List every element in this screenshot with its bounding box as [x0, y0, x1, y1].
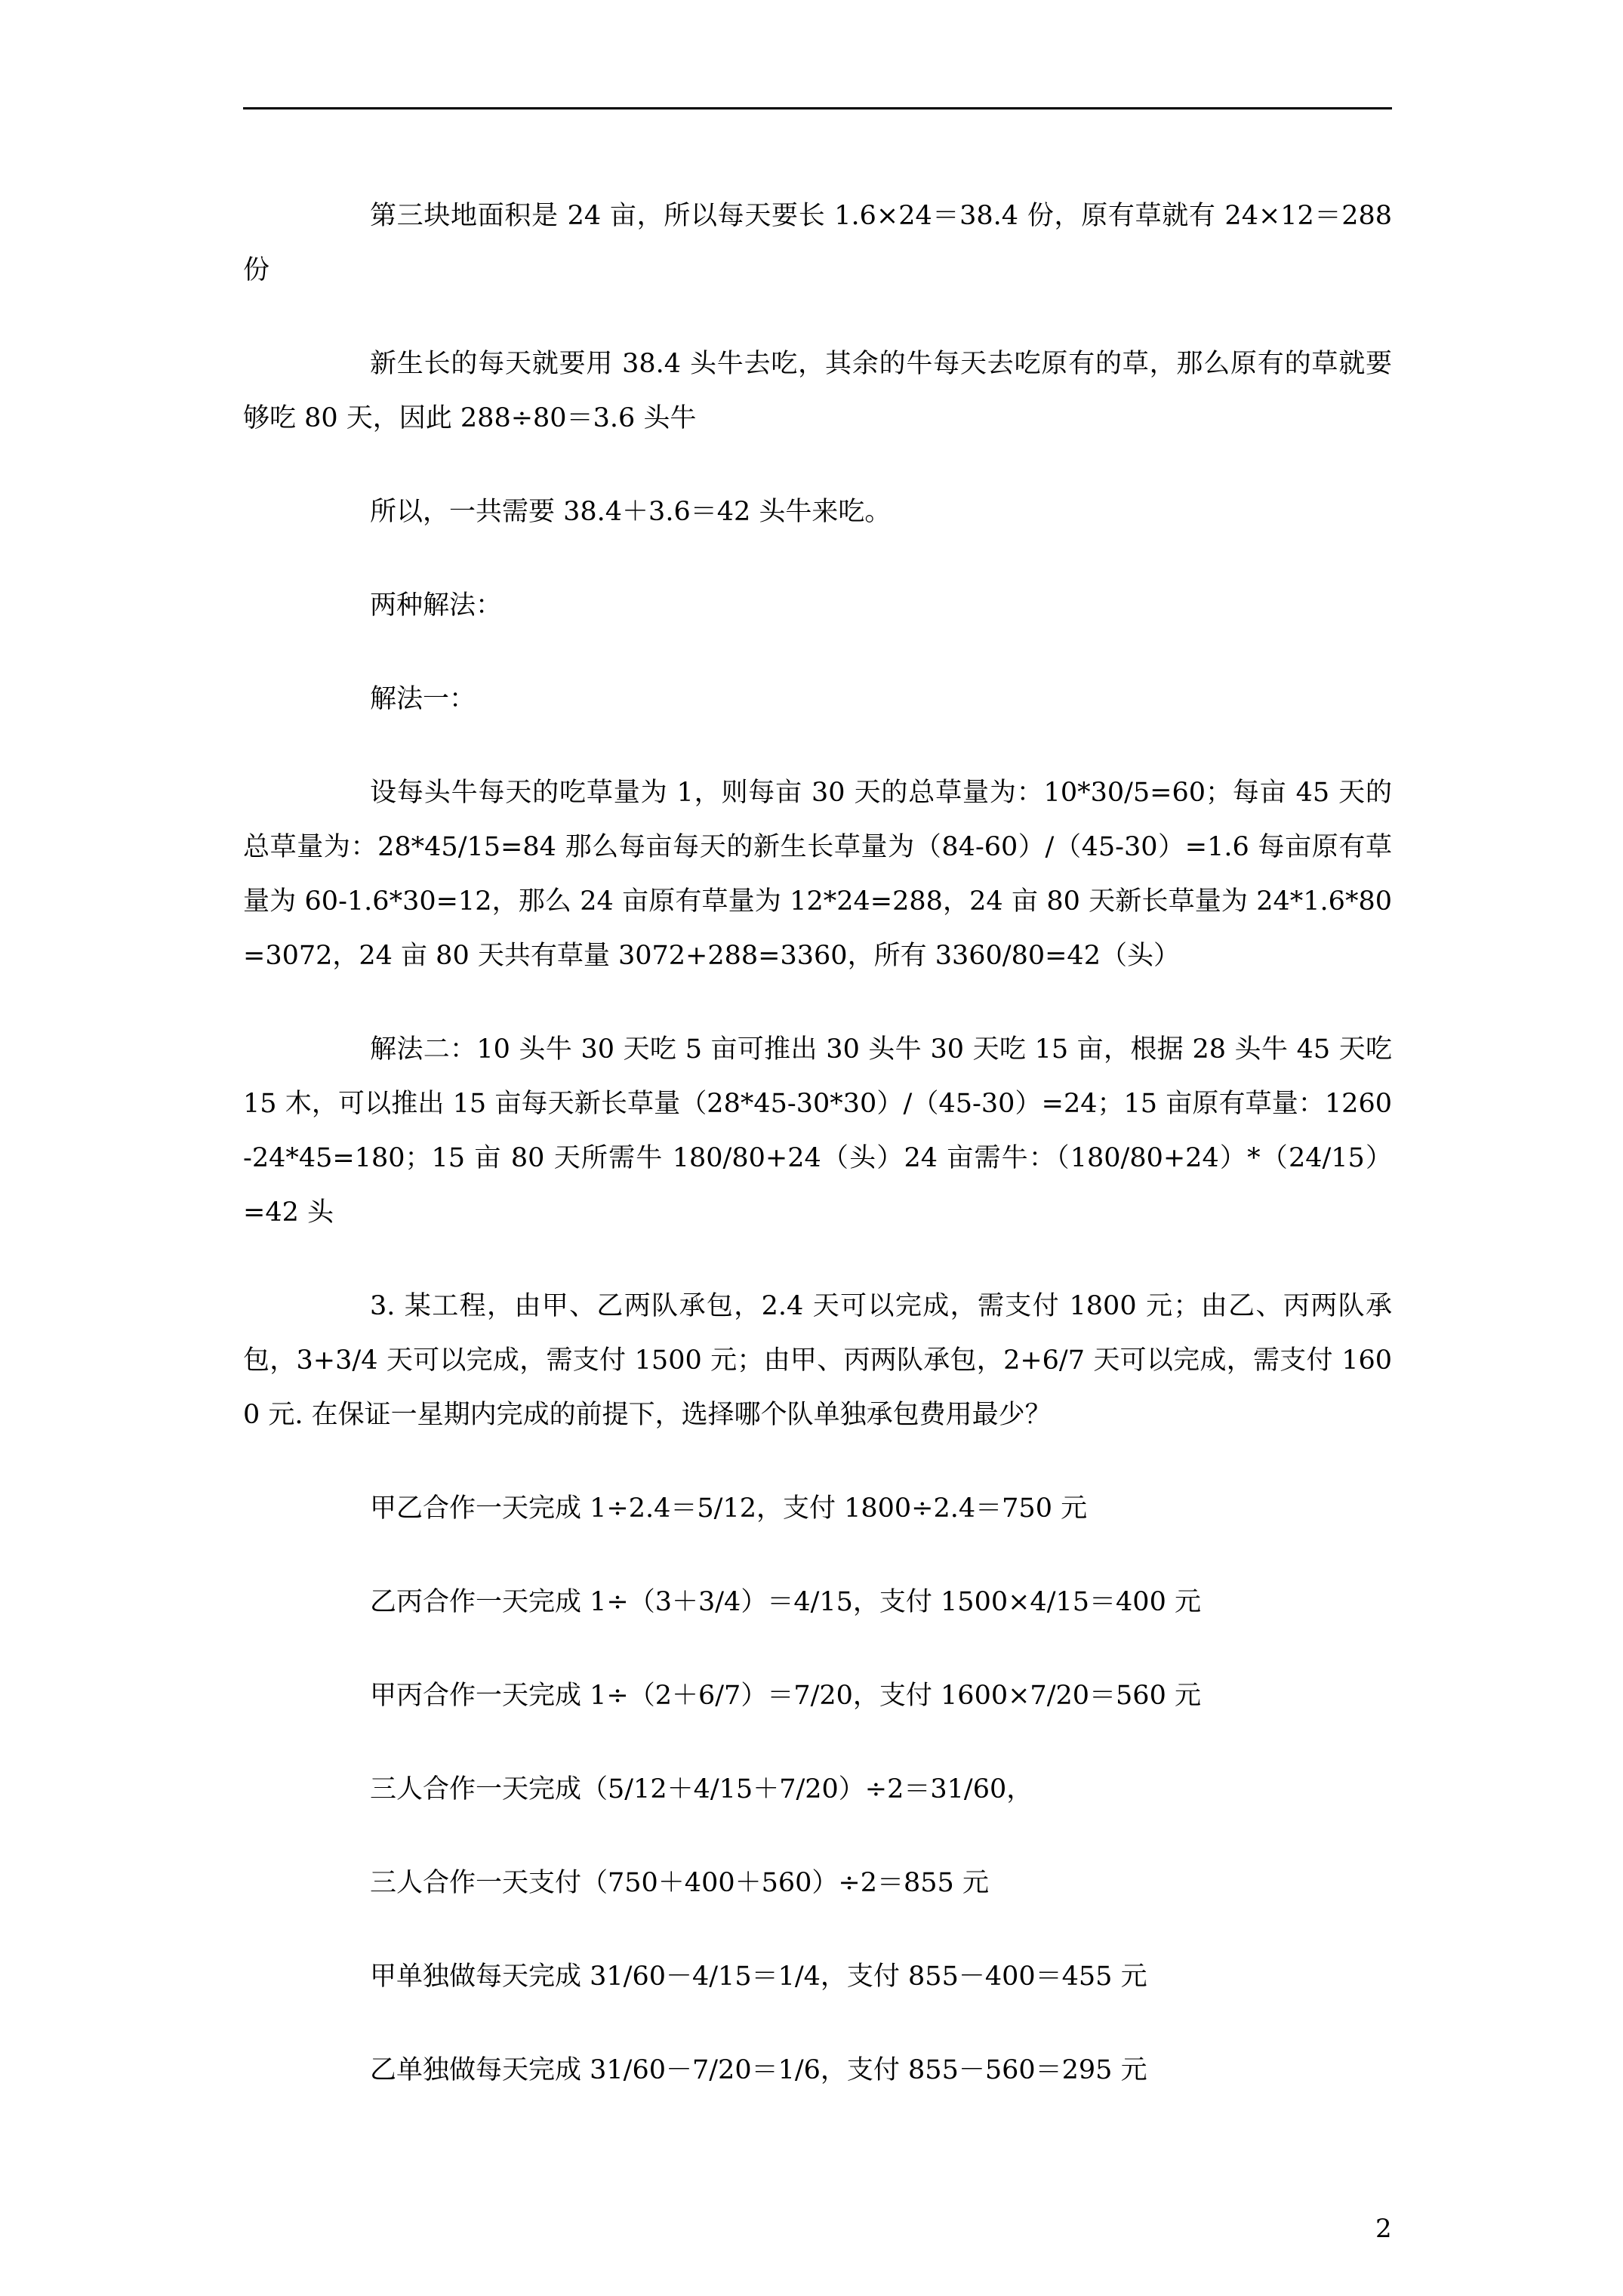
paragraph: 乙丙合作一天完成 1÷（3＋3/4）＝4/15，支付 1500×4/15＝400 元: [370, 1587, 1201, 1617]
header-rule: [243, 107, 1392, 109]
paragraph: 设每头牛每天的吃草量为 1，则每亩 30 天的总草量为：10*30/5=60；每亩 45 天的总草量为：28*45/15=84 那么每亩每天的新生长草量为（84-60）/（45-30）=1.6 每亩原有草量为 60-1.6*30=12，那么 24 亩原有草量为 12*24=288，24 亩 80 天新长草量为 24*1.6*80=3072，24 亩 80 天共有草量 3072+288=3360，所有 3360/80=42（头）: [243, 778, 1392, 971]
paragraph: 第三块地面积是 24 亩，所以每天要长 1.6×24＝38.4 份，原有草就有 24×12＝288 份: [243, 201, 1392, 285]
paragraph: 所以，一共需要 38.4＋3.6＝42 头牛来吃。: [370, 497, 892, 527]
document-body: [243, 189, 1392, 2137]
paragraph: 三人合作一天支付（750＋400＋560）÷2＝855 元: [370, 1868, 989, 1898]
paragraph: 甲乙合作一天完成 1÷2.4＝5/12，支付 1800÷2.4＝750 元: [370, 1493, 1088, 1524]
page-number: 2: [1375, 2214, 1392, 2244]
paragraph: 3. 某工程，由甲、乙两队承包，2.4 天可以完成，需支付 1800 元；由乙、丙两队承包，3+3/4 天可以完成，需支付 1500 元；由甲、丙两队承包，2+6/7 天可以完成，需支付 1600 元. 在保证一星期内完成的前提下，选择哪个队单独承包费用最少？: [243, 1291, 1392, 1430]
paragraph: 甲单独做每天完成 31/60－4/15＝1/4，支付 855－400＝455 元: [370, 1962, 1147, 1992]
paragraph: 解法一：: [370, 684, 476, 714]
paragraph: 新生长的每天就要用 38.4 头牛去吃，其余的牛每天去吃原有的草，那么原有的草就要够吃 80 天，因此 288÷80＝3.6 头牛: [243, 349, 1392, 433]
paragraph: 三人合作一天完成（5/12＋4/15＋7/20）÷2＝31/60，: [370, 1774, 1033, 1804]
paragraph: 甲丙合作一天完成 1÷（2＋6/7）＝7/20，支付 1600×7/20＝560 元: [370, 1681, 1201, 1711]
paragraph: 乙单独做每天完成 31/60－7/20＝1/6，支付 855－560＝295 元: [370, 2055, 1147, 2085]
paragraph: 两种解法：: [370, 590, 503, 621]
paragraph: 解法二：10 头牛 30 天吃 5 亩可推出 30 头牛 30 天吃 15 亩，根据 28 头牛 45 天吃 15 木，可以推出 15 亩每天新长草量（28*45-30*30）/（45-30）=24；15 亩原有草量：1260-24*45=180；15 亩 80 天所需牛 180/80+24（头）24 亩需牛：（180/80+24）*（24/15）=42 头: [243, 1034, 1392, 1228]
